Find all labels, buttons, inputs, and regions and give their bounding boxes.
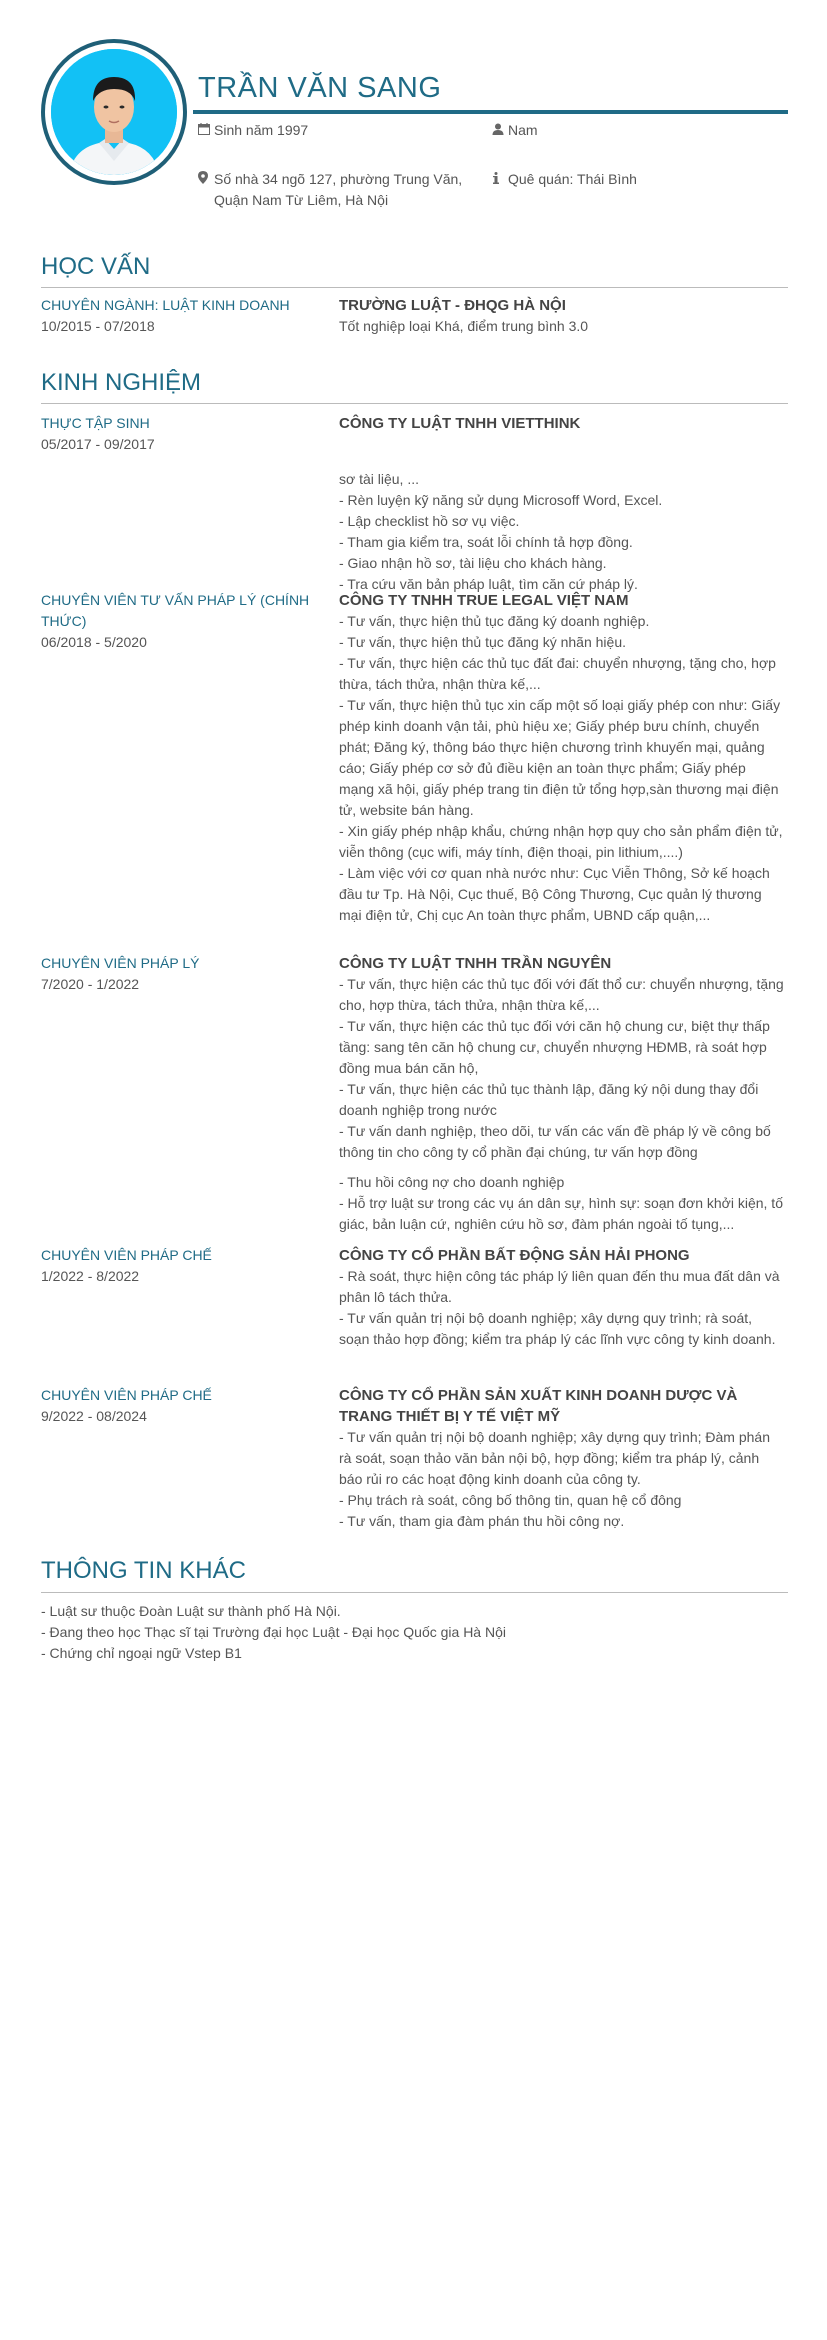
job-duty: - Giao nhận hồ sơ, tài liệu cho khách hàng. bbox=[339, 555, 607, 571]
avatar bbox=[41, 39, 187, 185]
job-role: CHUYÊN VIÊN PHÁP CHẾ bbox=[41, 1247, 212, 1263]
job-3-right bbox=[339, 953, 784, 1235]
job-duty: - Tư vấn danh nghiệp, theo dõi, tư vấn các vấn đề pháp lý về công bố thông tin cho công ty cổ phần đại chúng, tư vấn hợp đồng bbox=[339, 1123, 771, 1160]
other-divider bbox=[41, 1592, 788, 1593]
education-divider bbox=[41, 287, 788, 288]
address-info bbox=[198, 169, 488, 211]
experience-title: KINH NGHIỆM bbox=[41, 369, 202, 396]
job-2-right bbox=[339, 590, 784, 926]
job-duty: - Rèn luyện kỹ năng sử dụng Microsoff Word, Excel. bbox=[339, 492, 663, 508]
education-title: HỌC VẤN bbox=[41, 253, 151, 280]
job-5-left bbox=[41, 1385, 321, 1427]
job-duty: - Lập checklist hồ sơ vụ việc. bbox=[339, 513, 520, 529]
job-gap bbox=[339, 1163, 784, 1172]
job-duty: - Tư vấn, thực hiện thủ tục đăng ký doanh nghiệp. bbox=[339, 613, 650, 629]
job-dates: 06/2018 - 5/2020 bbox=[41, 634, 147, 650]
education-dates: 10/2015 - 07/2018 bbox=[41, 318, 155, 334]
job-duty: - Tư vấn quản trị nội bộ doanh nghiệp; xây dựng quy trình; rà soát, soạn thảo hợp đồng; kiểm tra pháp lý các lĩnh vực công ty kinh doanh. bbox=[339, 1310, 776, 1347]
job-company: CÔNG TY LUẬT TNHH TRẦN NGUYÊN bbox=[339, 955, 612, 972]
address-text: Số nhà 34 ngõ 127, phường Trung Văn, Quận Nam Từ Liêm, Hà Nội bbox=[214, 171, 463, 208]
job-dates: 1/2022 - 8/2022 bbox=[41, 1268, 140, 1284]
info-icon bbox=[492, 169, 508, 190]
job-duty: - Tư vấn, thực hiện các thủ tục đối với căn hộ chung cư, biệt thự thấp tầng: sang tên căn hộ chung cư, chuyển nhượng HĐMB, rà soát hợp đồng mua bán căn hộ, bbox=[339, 1018, 770, 1076]
job-duty: sơ tài liệu, ... bbox=[339, 471, 419, 487]
job-company: CÔNG TY TNHH TRUE LEGAL VIỆT NAM bbox=[339, 592, 629, 609]
job-duty: - Tư vấn, thực hiện các thủ tục đất đai: chuyển nhượng, tặng cho, hợp thừa, tách thửa, nhận thừa kế,... bbox=[339, 655, 776, 692]
job-4-right bbox=[339, 1245, 784, 1350]
job-duty: - Tra cứu văn bản pháp luật, tìm căn cứ pháp lý. bbox=[339, 576, 638, 592]
job-duty: - Phụ trách rà soát, công bố thông tin, quan hệ cổ đông bbox=[339, 1492, 682, 1508]
job-1-right bbox=[339, 413, 784, 595]
job-duty: - Tư vấn quản trị nội bộ doanh nghiệp; xây dựng quy trình; Đàm phán rà soát, soạn thảo văn bản nội bộ, hợp đồng; kiểm tra pháp lý, cảnh báo rủi ro các hoạt động kinh doanh của công ty. bbox=[339, 1429, 770, 1487]
job-4-left bbox=[41, 1245, 321, 1287]
job-3-left bbox=[41, 953, 321, 995]
gender-info bbox=[492, 120, 538, 141]
job-duty: - Tư vấn, tham gia đàm phán thu hồi công nợ. bbox=[339, 1513, 625, 1529]
education-result: Tốt nghiệp loại Khá, điểm trung bình 3.0 bbox=[339, 318, 589, 334]
job-spacer bbox=[339, 434, 784, 469]
job-role: THỰC TẬP SINH bbox=[41, 415, 150, 431]
calendar-icon bbox=[198, 120, 214, 141]
birth-info bbox=[198, 120, 308, 141]
map-pin-icon bbox=[198, 169, 214, 190]
portrait-illustration bbox=[51, 49, 177, 175]
other-line: - Chứng chỉ ngoại ngữ Vstep B1 bbox=[41, 1645, 242, 1661]
job-duty: - Tư vấn, thực hiện các thủ tục thành lập, đăng ký nội dung thay đổi doanh nghiệp trong nước bbox=[339, 1081, 759, 1118]
birth-text: Sinh năm 1997 bbox=[214, 122, 309, 138]
job-dates: 05/2017 - 09/2017 bbox=[41, 436, 155, 452]
job-duty: - Hỗ trợ luật sư trong các vụ án dân sự, hình sự: soạn đơn khởi kiện, tố giác, bản luận cứ, nghiên cứu hồ sơ, đàm phán ngoài tố tụng,... bbox=[339, 1195, 783, 1232]
job-duty: - Làm việc với cơ quan nhà nước như: Cục Viễn Thông, Sở kế hoạch đầu tư Tp. Hà Nội, Cục thuế, Bộ Công Thương, Cục quản lý thương mại điện tử, Chị cục An toàn thực phẩm, UBND cấp quận,... bbox=[339, 865, 770, 923]
job-duty: - Xin giấy phép nhập khẩu, chứng nhận hợp quy cho sản phẩm điện tử, viễn thông (cục wifi, máy tính, điện thoại, pin lithium,....) bbox=[339, 823, 783, 860]
job-duty: - Tư vấn, thực hiện thủ tục đăng ký nhãn hiệu. bbox=[339, 634, 626, 650]
job-role: CHUYÊN VIÊN PHÁP CHẾ bbox=[41, 1387, 212, 1403]
job-duty: - Rà soát, thực hiện công tác pháp lý liên quan đến thu mua đất dân và phân lô tách thửa. bbox=[339, 1268, 780, 1305]
education-right bbox=[339, 295, 784, 337]
job-dates: 9/2022 - 08/2024 bbox=[41, 1408, 147, 1424]
job-company: CÔNG TY LUẬT TNHH VIETTHINK bbox=[339, 415, 581, 432]
job-role: CHUYÊN VIÊN PHÁP LÝ bbox=[41, 955, 200, 971]
job-duty: - Tư vấn, thực hiện các thủ tục đối với đất thổ cư: chuyển nhượng, tặng cho, hợp thừa, tách thửa, nhận thừa kế,... bbox=[339, 976, 784, 1013]
other-line: - Đang theo học Thạc sĩ tại Trường đại học Luật - Đại học Quốc gia Hà Nội bbox=[41, 1624, 506, 1640]
job-2-left bbox=[41, 590, 316, 653]
job-duty: - Tham gia kiểm tra, soát lỗi chính tả hợp đồng. bbox=[339, 534, 633, 550]
candidate-name: TRẦN VĂN SANG bbox=[198, 72, 442, 104]
job-company: CÔNG TY CỔ PHẦN BẤT ĐỘNG SẢN HẢI PHONG bbox=[339, 1247, 690, 1264]
other-info bbox=[41, 1601, 781, 1664]
job-dates: 7/2020 - 1/2022 bbox=[41, 976, 140, 992]
hometown-text: Quê quán: Thái Bình bbox=[508, 171, 637, 187]
other-title: THÔNG TIN KHÁC bbox=[41, 1557, 246, 1584]
education-left bbox=[41, 295, 321, 337]
hometown-info bbox=[492, 169, 637, 190]
job-1-left bbox=[41, 413, 321, 455]
job-duty: - Tư vấn, thực hiện thủ tục xin cấp một số loại giấy phép con như: Giấy phép kinh doanh vận tải, phù hiệu xe; Giấy phép bưu chính, chuyển phát; Đăng ký, thông báo thực hiện chương trình khuyến mại, quảng cáo; Giấy phép cơ sở đủ điều kiện an toàn thực phẩm; Giấy phép mạng xã hội, giấy phép trang tin điện tử tổng hợp,sàn thương mại điện tử, website bán hàng. bbox=[339, 697, 781, 818]
experience-divider bbox=[41, 403, 788, 404]
job-duty: - Thu hồi công nợ cho doanh nghiệp bbox=[339, 1174, 565, 1190]
other-line: - Luật sư thuộc Đoàn Luật sư thành phố Hà Nội. bbox=[41, 1603, 341, 1619]
gender-text: Nam bbox=[508, 122, 538, 138]
job-company: CÔNG TY CỔ PHẦN SẢN XUẤT KINH DOANH DƯỢC VÀ TRANG THIẾT BỊ Y TẾ VIỆT MỸ bbox=[339, 1387, 738, 1425]
education-major: CHUYÊN NGÀNH: LUẬT KINH DOANH bbox=[41, 297, 290, 313]
user-icon bbox=[492, 120, 508, 141]
education-school: TRƯỜNG LUẬT - ĐHQG HÀ NỘI bbox=[339, 297, 566, 314]
job-role: CHUYÊN VIÊN TƯ VẤN PHÁP LÝ (CHÍNH THỨC) bbox=[41, 592, 310, 629]
name-divider bbox=[193, 110, 788, 114]
job-5-right bbox=[339, 1385, 784, 1532]
avatar-photo bbox=[51, 49, 177, 175]
